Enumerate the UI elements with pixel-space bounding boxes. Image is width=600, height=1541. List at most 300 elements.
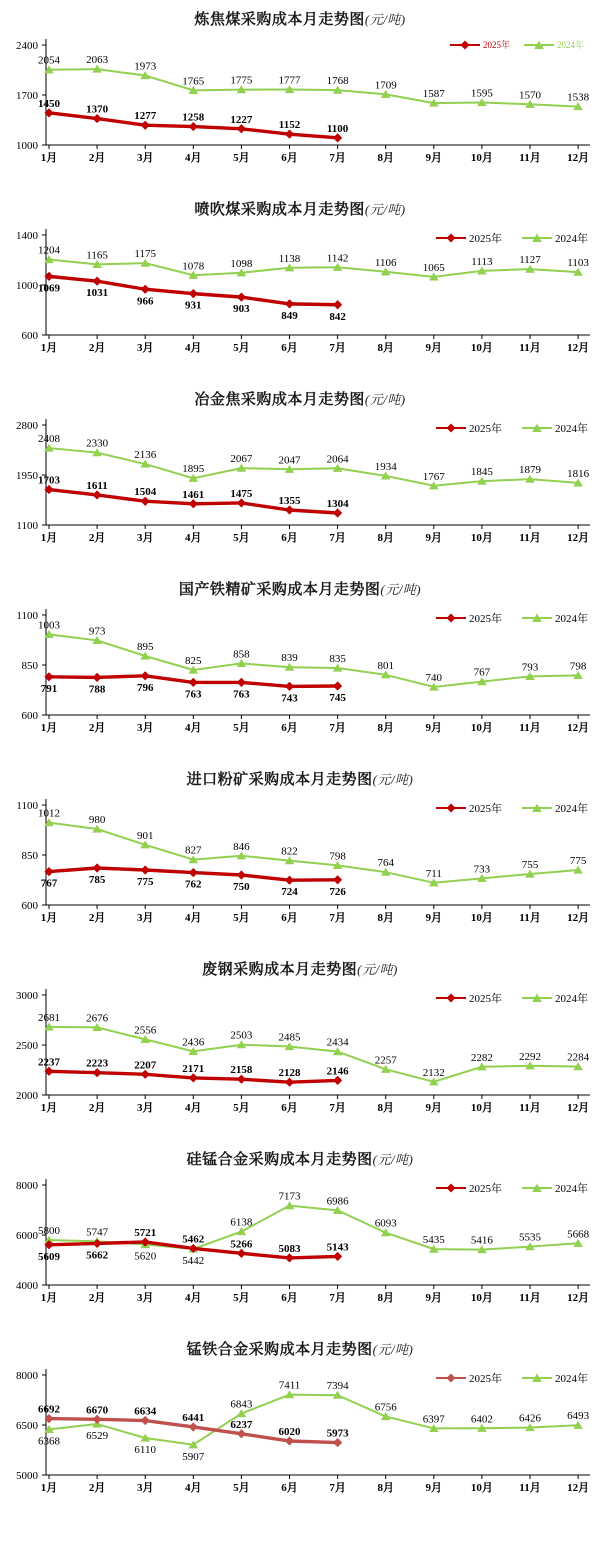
chart-title-unit: (元/吨)	[357, 962, 398, 977]
data-label: 1103	[567, 257, 589, 270]
data-label: 793	[521, 661, 539, 674]
x-tick-label: 2月	[88, 532, 106, 544]
legend-item-2024	[522, 1180, 588, 1196]
data-label: 5747	[86, 1226, 109, 1239]
chart-title-unit: (元/吨)	[380, 582, 422, 597]
x-tick-label: 2月	[88, 1482, 106, 1494]
legend-item-2024	[524, 38, 584, 51]
x-tick-label: 8月	[377, 1482, 394, 1494]
x-tick-label: 6月	[281, 912, 298, 924]
data-label: 711	[425, 867, 442, 880]
x-tick-label: 3月	[136, 912, 154, 924]
chart-title	[0, 958, 600, 979]
data-label: 2676	[86, 1012, 109, 1025]
x-tick-label: 4月	[185, 912, 202, 924]
data-point-marker	[237, 870, 246, 879]
chart-legend	[436, 1180, 588, 1196]
data-label: 6441	[182, 1411, 205, 1424]
legend-marker-2024-icon	[522, 423, 552, 433]
x-tick-label: 11月	[519, 1102, 541, 1114]
x-tick-label: 7月	[329, 532, 346, 544]
y-tick-label: 1100	[16, 520, 38, 532]
x-tick-label: 9月	[425, 532, 443, 544]
data-label: 966	[136, 295, 154, 308]
data-label: 1587	[422, 88, 445, 101]
y-tick-label: 1100	[16, 610, 38, 622]
data-label: 1816	[567, 467, 590, 480]
x-tick-label: 8月	[377, 1292, 394, 1304]
data-label: 2047	[278, 454, 301, 467]
series-2025年	[41, 863, 347, 898]
y-tick-label: 2500	[16, 1040, 38, 1052]
data-point-marker	[141, 671, 150, 680]
x-tick-label: 9月	[425, 1292, 443, 1304]
x-tick-label: 5月	[233, 1482, 250, 1494]
data-label: 835	[329, 653, 346, 665]
data-label: 6426	[519, 1412, 541, 1425]
x-tick-label: 3月	[136, 532, 154, 544]
series-2024年	[38, 619, 587, 690]
x-tick-label: 8月	[377, 342, 394, 354]
x-tick-label: 3月	[136, 1482, 154, 1494]
x-tick-label: 10月	[470, 1102, 493, 1114]
chart-title-unit: (元/吨)	[364, 12, 406, 27]
x-tick-label: 1月	[40, 1482, 58, 1494]
legend-label-2025: 2025年	[482, 40, 510, 50]
data-label: 7173	[278, 1190, 301, 1203]
data-label: 6020	[278, 1426, 301, 1438]
x-tick-label: 6月	[281, 532, 298, 544]
data-label: 726	[329, 885, 346, 898]
data-label: 2128	[278, 1067, 301, 1080]
x-tick-label: 4月	[185, 152, 202, 164]
x-tick-label: 11月	[519, 532, 541, 544]
data-label: 1106	[374, 256, 397, 269]
data-label: 1370	[86, 103, 109, 116]
x-tick-label: 2月	[88, 152, 106, 164]
chart-section-domestic-iron-concentrate	[0, 570, 600, 760]
data-label: 5973	[326, 1427, 349, 1440]
legend-item-2025	[450, 38, 510, 51]
data-label: 2284	[567, 1051, 590, 1064]
data-label: 5143	[326, 1241, 349, 1254]
data-label: 2292	[519, 1050, 541, 1063]
y-tick-label: 1000	[16, 280, 38, 292]
x-tick-label: 5月	[233, 1292, 250, 1304]
data-label: 724	[281, 886, 298, 899]
series-2025年	[41, 671, 347, 704]
y-tick-label: 8000	[16, 1180, 38, 1192]
series-2024年	[38, 245, 589, 281]
data-label: 6138	[230, 1216, 253, 1229]
data-label: 895	[136, 641, 154, 653]
data-label: 1277	[134, 110, 157, 123]
data-label: 903	[233, 303, 250, 316]
data-label: 5266	[230, 1238, 253, 1251]
chart-legend	[436, 230, 588, 246]
y-tick-label: 1700	[16, 90, 38, 102]
legend-item-2024	[522, 990, 588, 1006]
x-tick-label: 4月	[185, 1292, 202, 1304]
x-tick-label: 1月	[40, 1102, 58, 1114]
chart-title-unit: (元/吨)	[364, 392, 406, 407]
chart-title-unit: (元/吨)	[372, 1342, 414, 1357]
x-tick-label: 5月	[233, 912, 250, 924]
data-label: 745	[329, 692, 346, 704]
chart-legend	[436, 800, 588, 816]
data-label: 6493	[567, 1410, 590, 1423]
data-label: 5800	[38, 1225, 60, 1237]
chart-legend	[436, 990, 588, 1006]
chart-title-unit: (元/吨)	[364, 202, 406, 217]
data-label: 827	[185, 844, 202, 857]
data-label: 1127	[519, 254, 541, 267]
chart-title-text: 喷吹煤采购成本月走势图	[194, 201, 365, 218]
data-label: 6093	[374, 1217, 397, 1230]
data-label: 1138	[278, 252, 301, 265]
x-tick-label: 2月	[88, 1292, 106, 1304]
data-point-marker	[93, 1239, 102, 1248]
x-tick-label: 3月	[136, 1292, 154, 1304]
data-label: 763	[185, 688, 202, 701]
x-tick-label: 10月	[470, 152, 493, 164]
chart-legend	[436, 610, 588, 626]
x-tick-label: 2月	[88, 722, 106, 734]
data-label: 6402	[470, 1413, 493, 1426]
data-point-marker	[141, 285, 150, 294]
data-label: 796	[136, 681, 154, 694]
data-label: 858	[233, 648, 250, 661]
data-label: 1227	[230, 113, 253, 126]
chart-title-unit: (元/吨)	[372, 772, 414, 787]
x-tick-label: 7月	[329, 912, 346, 924]
x-tick-label: 1月	[40, 152, 58, 164]
data-label: 846	[233, 840, 250, 853]
data-label: 973	[88, 625, 106, 638]
chart-section-scrap-steel	[0, 950, 600, 1140]
x-tick-label: 12月	[567, 342, 590, 354]
data-label: 839	[281, 652, 298, 665]
data-label: 767	[40, 877, 58, 890]
data-label: 1611	[86, 479, 108, 492]
data-label: 822	[281, 845, 298, 858]
x-tick-label: 5月	[233, 342, 250, 354]
legend-label-2025: 2025年	[469, 993, 502, 1005]
legend-item-2025	[436, 420, 502, 436]
x-tick-label: 11月	[519, 342, 541, 354]
data-label: 825	[185, 655, 202, 667]
data-label: 5083	[278, 1242, 301, 1255]
data-label: 6843	[230, 1398, 253, 1411]
data-label: 1475	[230, 487, 253, 500]
legend-label-2025: 2025年	[469, 613, 502, 625]
line-chart-coking-coal	[0, 31, 600, 167]
x-tick-label: 12月	[567, 1102, 590, 1114]
series-2024年	[38, 433, 590, 489]
legend-item-2024	[522, 1370, 588, 1386]
data-label: 1069	[38, 282, 60, 295]
x-tick-label: 2月	[88, 342, 106, 354]
x-tick-label: 10月	[470, 342, 493, 354]
data-label: 931	[185, 299, 202, 312]
data-label: 1355	[278, 495, 301, 507]
legend-label-2024: 2024年	[555, 423, 588, 435]
x-tick-label: 2月	[88, 912, 106, 924]
chart-title	[0, 1338, 600, 1359]
legend-item-2025	[436, 230, 502, 246]
data-label: 1450	[38, 97, 60, 110]
data-label: 6237	[230, 1418, 253, 1431]
data-label: 791	[40, 682, 58, 695]
legend-marker-2024-icon	[522, 993, 552, 1003]
legend-item-2024	[522, 230, 588, 246]
data-label: 5721	[134, 1226, 157, 1239]
data-label: 1142	[326, 252, 349, 265]
x-tick-label: 1月	[40, 342, 58, 354]
x-tick-label: 4月	[185, 722, 202, 734]
x-tick-label: 3月	[136, 342, 154, 354]
x-tick-label: 6月	[281, 342, 298, 354]
data-label: 5442	[182, 1254, 205, 1267]
x-tick-label: 3月	[136, 152, 154, 164]
data-label: 2436	[182, 1036, 205, 1049]
chart-title	[0, 1148, 600, 1169]
x-tick-label: 1月	[40, 532, 58, 544]
y-tick-label: 2400	[16, 40, 38, 52]
legend-label-2024: 2024年	[555, 803, 588, 815]
legend-marker-2025-icon	[436, 613, 466, 623]
data-label: 1768	[326, 75, 349, 88]
legend-marker-2024-icon	[522, 613, 552, 623]
legend-marker-2025-icon	[436, 423, 466, 433]
data-label: 798	[569, 660, 587, 673]
data-label: 1845	[470, 466, 493, 479]
data-label: 1165	[86, 249, 108, 262]
data-label: 775	[569, 855, 587, 867]
y-tick-label: 850	[21, 850, 38, 862]
chart-title-text: 国产铁精矿采购成本月走势图	[178, 581, 381, 598]
x-tick-label: 9月	[425, 722, 443, 734]
x-tick-label: 10月	[470, 532, 493, 544]
x-tick-label: 4月	[185, 532, 202, 544]
data-point-marker	[93, 277, 102, 286]
chart-section-met-coke	[0, 380, 600, 570]
x-tick-label: 7月	[329, 152, 346, 164]
data-label: 775	[136, 876, 154, 888]
chart-title-text: 进口粉矿采购成本月走势图	[186, 771, 373, 788]
x-tick-label: 10月	[470, 912, 493, 924]
data-point-marker	[285, 299, 294, 308]
data-label: 1078	[182, 260, 205, 273]
x-tick-label: 1月	[40, 912, 58, 924]
data-point-marker	[189, 678, 198, 687]
data-label: 2282	[470, 1051, 493, 1064]
data-label: 788	[88, 683, 106, 696]
data-label: 1879	[519, 464, 541, 477]
data-label: 1934	[374, 460, 397, 473]
x-tick-label: 1月	[40, 722, 58, 734]
data-label: 1703	[38, 474, 60, 487]
x-tick-label: 3月	[136, 722, 154, 734]
legend-label-2024: 2024年	[555, 233, 588, 245]
legend-marker-2024-icon	[522, 803, 552, 813]
data-label: 2485	[278, 1031, 301, 1044]
x-tick-label: 4月	[185, 1102, 202, 1114]
data-label: 2063	[86, 54, 109, 67]
y-tick-label: 5000	[16, 1470, 38, 1482]
x-tick-label: 12月	[567, 532, 590, 544]
x-tick-label: 12月	[567, 1482, 590, 1494]
data-label: 750	[233, 881, 250, 893]
data-label: 6670	[86, 1404, 109, 1417]
data-label: 5462	[182, 1233, 205, 1246]
data-label: 2207	[134, 1059, 157, 1072]
x-tick-label: 5月	[233, 152, 250, 164]
legend-label-2025: 2025年	[469, 803, 502, 815]
data-label: 1765	[182, 75, 205, 88]
x-tick-label: 5月	[233, 1102, 250, 1114]
data-label: 1777	[278, 74, 301, 87]
data-label: 980	[88, 814, 106, 826]
data-label: 2067	[230, 453, 253, 466]
legend-item-2025	[436, 1180, 502, 1196]
series-2025年	[38, 272, 346, 323]
data-label: 2171	[182, 1062, 205, 1075]
x-tick-label: 6月	[281, 1482, 298, 1494]
chart-section-pci-coal	[0, 190, 600, 380]
chart-section-ferromanganese	[0, 1330, 600, 1520]
x-tick-label: 3月	[136, 1102, 154, 1114]
data-label: 1113	[471, 255, 493, 268]
data-label: 6756	[374, 1401, 397, 1414]
chart-title-text: 锰铁合金采购成本月走势图	[186, 1341, 373, 1358]
x-tick-label: 9月	[425, 152, 443, 164]
data-label: 842	[329, 310, 346, 323]
data-label: 6529	[86, 1430, 109, 1443]
legend-label-2024: 2024年	[555, 993, 588, 1005]
data-label: 5668	[567, 1228, 590, 1241]
data-label: 801	[377, 659, 394, 672]
data-label: 2330	[86, 437, 109, 450]
x-tick-label: 6月	[281, 1102, 298, 1114]
x-tick-label: 8月	[377, 152, 394, 164]
x-tick-label: 7月	[329, 722, 346, 734]
chart-title	[0, 768, 600, 789]
chart-title	[0, 8, 600, 29]
data-label: 1775	[230, 74, 253, 87]
chart-section-imported-fine-ore	[0, 760, 600, 950]
data-label: 5416	[470, 1234, 493, 1247]
data-label: 2257	[374, 1054, 397, 1067]
legend-marker-2024-icon	[524, 40, 554, 50]
x-tick-label: 10月	[470, 1292, 493, 1304]
chart-section-silicomanganese	[0, 1140, 600, 1330]
data-label: 901	[136, 829, 154, 842]
legend-marker-2025-icon	[436, 1373, 466, 1383]
data-label: 5435	[422, 1234, 445, 1247]
legend-label-2025: 2025年	[469, 233, 502, 245]
data-label: 2556	[134, 1024, 157, 1037]
data-label: 6397	[422, 1413, 445, 1426]
data-label: 6368	[38, 1435, 60, 1448]
data-point-marker	[141, 865, 150, 874]
data-label: 6110	[134, 1444, 156, 1456]
x-tick-label: 4月	[185, 342, 202, 354]
data-label: 5620	[134, 1250, 157, 1263]
legend-label-2025: 2025年	[469, 1373, 502, 1385]
legend-marker-2025-icon	[436, 1183, 466, 1193]
y-tick-label: 1950	[16, 470, 38, 482]
data-label: 2054	[38, 54, 60, 67]
x-tick-label: 7月	[329, 1482, 346, 1494]
data-label: 798	[329, 850, 346, 863]
x-tick-label: 8月	[377, 532, 394, 544]
chart-title	[0, 388, 600, 409]
x-tick-label: 2月	[88, 1102, 106, 1114]
data-label: 763	[233, 688, 250, 701]
data-label: 1098	[230, 257, 253, 270]
data-label: 2064	[326, 453, 349, 466]
legend-marker-2025-icon	[436, 803, 466, 813]
data-label: 1767	[422, 470, 445, 483]
y-tick-label: 600	[21, 900, 38, 912]
data-label: 5535	[519, 1231, 541, 1244]
legend-marker-2024-icon	[522, 233, 552, 243]
data-label: 1258	[182, 111, 205, 124]
data-label: 1175	[134, 248, 156, 261]
x-tick-label: 12月	[567, 1292, 590, 1304]
data-point-marker	[93, 673, 102, 682]
legend-label-2025: 2025年	[469, 1183, 502, 1195]
chart-legend	[436, 420, 588, 436]
x-tick-label: 1月	[40, 1292, 58, 1304]
data-label: 6634	[134, 1405, 157, 1418]
data-label: 2146	[326, 1065, 349, 1078]
data-point-marker	[189, 289, 198, 298]
y-tick-label: 3000	[16, 990, 38, 1002]
chart-legend	[450, 38, 584, 51]
data-label: 1538	[567, 91, 590, 104]
data-label: 762	[185, 878, 202, 891]
data-label: 1003	[38, 619, 60, 632]
x-tick-label: 11月	[519, 1292, 541, 1304]
legend-item-2024	[522, 420, 588, 436]
x-tick-label: 11月	[519, 722, 541, 734]
y-tick-label: 2800	[16, 420, 38, 432]
data-label: 1895	[182, 463, 205, 476]
x-tick-label: 9月	[425, 912, 443, 924]
data-label: 2434	[326, 1036, 349, 1049]
x-tick-label: 7月	[329, 1292, 346, 1304]
data-point-marker	[237, 678, 246, 687]
x-tick-label: 7月	[329, 1102, 346, 1114]
chart-section-coking-coal	[0, 0, 600, 190]
data-label: 5907	[182, 1450, 205, 1463]
x-tick-label: 9月	[425, 1482, 443, 1494]
y-tick-label: 2000	[16, 1090, 38, 1102]
x-tick-label: 10月	[470, 1482, 493, 1494]
data-label: 733	[473, 863, 491, 876]
legend-item-2025	[436, 990, 502, 1006]
y-tick-label: 600	[21, 330, 38, 342]
legend-item-2025	[436, 610, 502, 626]
data-label: 6986	[326, 1195, 349, 1208]
y-tick-label: 6500	[16, 1420, 38, 1432]
data-label: 1031	[86, 287, 109, 300]
x-tick-label: 12月	[567, 152, 590, 164]
axes	[42, 39, 590, 149]
y-tick-label: 600	[21, 710, 38, 722]
